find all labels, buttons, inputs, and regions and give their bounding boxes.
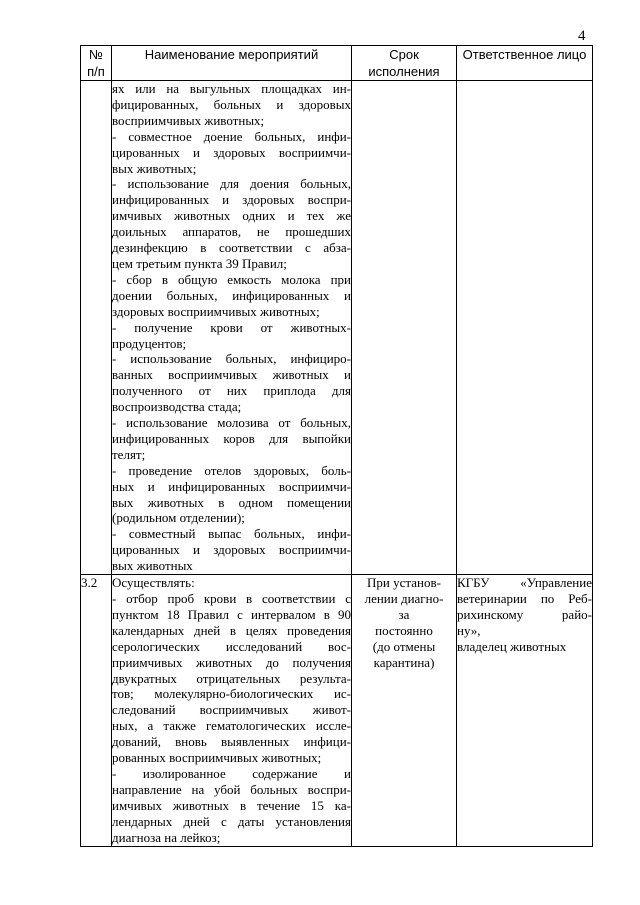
term-line: карантина) [373, 654, 435, 670]
header-term-line: Срок [389, 47, 419, 62]
description-line: ванных восприимчивых животных и [112, 367, 351, 383]
description-line: восприимчивых животных; [112, 112, 265, 128]
description-line: - совместный выпас больных, инфи- [112, 526, 351, 542]
description-line: направление на убой больных воспри- [112, 781, 351, 797]
header-num-line: № [89, 47, 103, 62]
description-line: - использование молозива от больных, [112, 415, 351, 431]
description-line: ях или на выгульных площадках ин- [112, 81, 351, 96]
description-line: воспроизводства стада; [112, 399, 242, 415]
description-line: цированных и здоровых восприимчи- [112, 144, 351, 160]
description-line: полученного от них приплода для [112, 383, 351, 399]
description-line: двукратных отрицательных результа- [112, 670, 351, 686]
description-line: ных и инфицированных восприимчи- [112, 478, 351, 494]
page-number: 4 [578, 28, 586, 44]
description-line: телят; [112, 446, 146, 462]
header-term-line: исполнения [368, 64, 440, 79]
description-line: здоровых восприимчивых животных; [112, 303, 320, 319]
measure-description [112, 81, 352, 575]
responsible-line: ну», [457, 622, 481, 638]
term-line: лении диагно- [364, 591, 444, 606]
header-name: Наименование мероприятий [112, 46, 352, 81]
responsible-cell [457, 81, 593, 575]
description-line: продуцентов; [112, 335, 187, 351]
description-line: имчивых животных одних и тех же [112, 208, 351, 224]
description-line: - изолированное содержание и [112, 765, 351, 781]
description-line: - совместное доение больных, инфи- [112, 128, 351, 144]
description-line: - проведение отелов здоровых, боль- [112, 462, 351, 478]
description-line: - получение крови от животных- [112, 319, 351, 335]
description-line: вых животных [112, 558, 193, 574]
term-line: При установ- [367, 575, 441, 591]
description-line: цированных и здоровых восприимчи- [112, 542, 351, 558]
term-cell [352, 81, 457, 575]
table-row-3-2 [81, 575, 593, 846]
description-line: (родильном отделении); [112, 510, 245, 526]
description-line: рованных восприимчивых животных; [112, 750, 322, 766]
description-line: Осуществлять: [112, 575, 195, 591]
description-line: календарных дней в целях проведения [112, 622, 351, 638]
description-line: фицированных, больных и здоровых [112, 96, 351, 112]
term-cell [352, 575, 457, 846]
term-line: за [398, 606, 410, 622]
description-line: инфицированных коров для выпойки [112, 430, 351, 446]
measures-table [80, 45, 593, 847]
description-line: лендарных дней с даты установления [112, 813, 351, 829]
description-line: инфицированных и здоровых воспри- [112, 192, 351, 208]
table-row-continued [81, 81, 593, 575]
description-line: цем третьим пункта 39 Правил; [112, 255, 287, 271]
description-line: - отбор проб крови в соответствии с [112, 591, 351, 606]
term-line: постоянно [375, 622, 433, 638]
row-number [81, 81, 112, 575]
description-line: - сбор в общую емкость молока при [112, 271, 351, 287]
description-line: тов; молекулярно-биологических ис- [112, 686, 351, 702]
header-num [81, 46, 112, 81]
description-line: серологических исследований вос- [112, 638, 351, 654]
description-line: имчивых животных в течение 15 ка- [112, 797, 351, 813]
description-line: приимчивых животных до получения [112, 654, 351, 670]
description-line: вых животных в одном помещении [112, 494, 351, 510]
measure-description [112, 575, 352, 846]
description-line: следований восприимчивых живот- [112, 702, 351, 718]
description-line: доильных аппаратов, не прошедших [112, 224, 351, 240]
description-line: дезинфекцию в соответствии с абза- [112, 240, 351, 256]
header-num-line: п/п [87, 64, 105, 79]
header-term [352, 46, 457, 81]
responsible-line: владелец животных [457, 638, 567, 654]
description-line: диагноза на лейкоз; [112, 829, 221, 845]
header-responsible: Ответственное лицо [457, 46, 593, 81]
description-line: доении больных, инфицированных и [112, 287, 351, 303]
description-line: - использование для доения больных, [112, 176, 351, 192]
responsible-line: КГБУ «Управление [457, 575, 592, 591]
responsible-line: рихинскому райо- [457, 606, 592, 622]
responsible-line: ветеринарии по Реб- [457, 591, 592, 606]
term-line: (до отмены [372, 638, 436, 654]
description-line: вых животных; [112, 160, 197, 176]
description-line: пунктом 18 Правил с интервалом в 90 [112, 606, 351, 622]
description-line: ных, а также гематологических иссле- [112, 718, 351, 734]
row-number: 3.2 [81, 575, 112, 846]
responsible-cell [457, 575, 593, 846]
table-header-row [81, 46, 593, 81]
description-line: - использование больных, инфициро- [112, 351, 351, 367]
description-line: дований, вновь выявленных инфици- [112, 734, 351, 750]
